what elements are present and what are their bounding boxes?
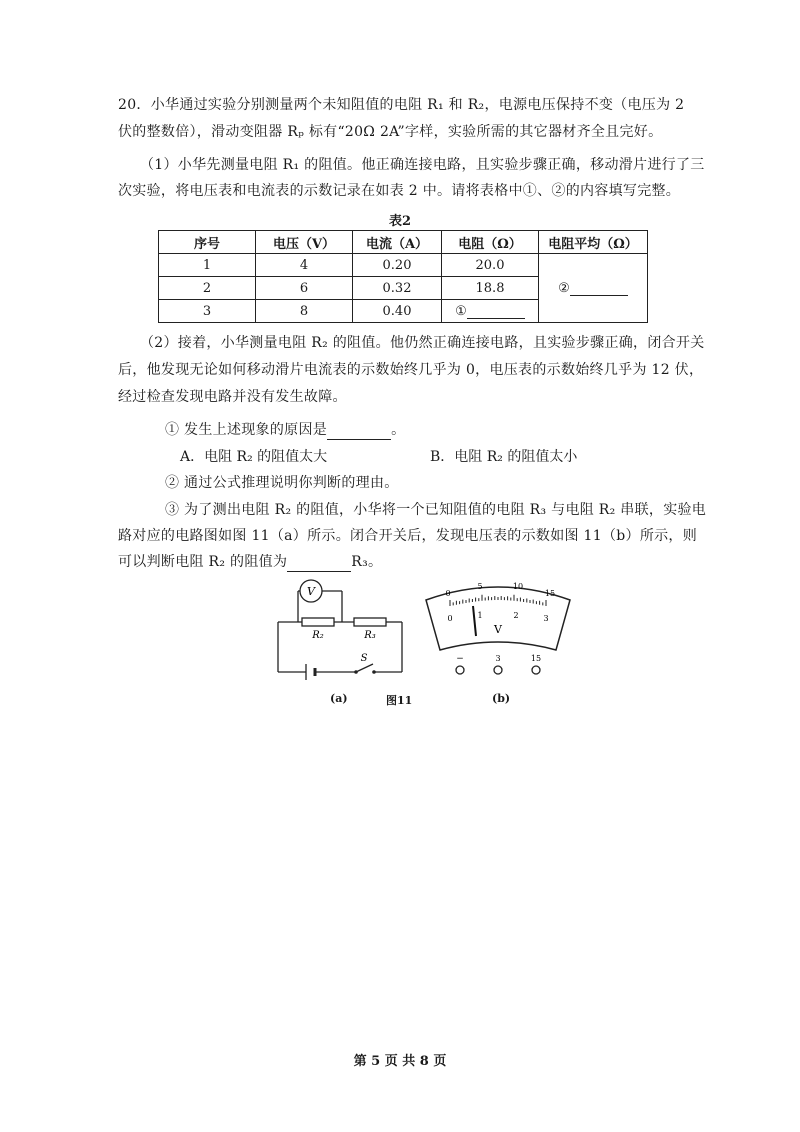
resistance-blank[interactable] [467, 304, 525, 319]
sub-question-3-line-1: ③ 为了测出电阻 R₂ 的阻值，小华将一个已知阻值的电阻 R₃ 与电阻 R₂ 串联，实验电 [165, 502, 707, 518]
average-cell [539, 254, 648, 323]
part1-line-2: 次实验，将电压表和电流表的示数记录在如表 2 中。请将表格中①、②的内容填写完整。 [118, 183, 681, 199]
table-cell: 8 [256, 300, 353, 323]
terminal-negative-label: − [456, 654, 464, 664]
header-index: 序号 [159, 231, 256, 254]
scale-top-5: 5 [477, 582, 483, 591]
option-b: B．电阻 R₂ 的阻值太小 [430, 449, 578, 465]
table-caption: 表2 [388, 214, 412, 229]
header-current: 电流（A） [353, 231, 442, 254]
circuit-diagram [270, 575, 415, 685]
sub3-end: R₃。 [351, 554, 383, 570]
table-cell: 4 [256, 254, 353, 277]
switch-label: S [360, 653, 368, 664]
table-row [159, 254, 648, 277]
figure-title: 图11 [386, 694, 413, 707]
header-voltage: 电压（V） [256, 231, 353, 254]
r3-label: R₃ [364, 630, 376, 641]
table-cell: 1 [159, 254, 256, 277]
blank-marker-1: ① [455, 303, 467, 319]
figure-b-label: (b) [492, 692, 511, 705]
average-blank[interactable] [570, 281, 628, 296]
header-average: 电阻平均（Ω） [539, 231, 648, 254]
table-cell: 0.20 [353, 254, 442, 277]
voltmeter-label: V [307, 585, 315, 598]
meter-unit-label: V [494, 623, 502, 636]
table-cell: 3 [159, 300, 256, 323]
sub3-blank[interactable] [287, 557, 351, 572]
part1-line-1: （1）小华先测量电阻 R₁ 的阻值。他正确连接电路，且实验步骤正确，移动滑片进行了三 [140, 157, 705, 173]
sub1-blank[interactable] [327, 425, 391, 440]
part2-line-2: 后，他发现无论如何移动滑片电流表的示数始终几乎为 0，电压表的示数始终几乎为 12 伏， [118, 362, 704, 378]
part2-line-1: （2）接着，小华测量电阻 R₂ 的阻值。他仍然正确连接电路，且实验步骤正确，闭合开关 [140, 335, 705, 351]
data-table [158, 230, 648, 323]
table-cell: 2 [159, 277, 256, 300]
table-cell: 18.8 [442, 277, 539, 300]
terminal-negative[interactable] [456, 666, 464, 674]
voltmeter-dial [418, 578, 578, 688]
question-line-2: 伏的整数倍），滑动变阻器 Rₚ 标有“20Ω 2A”字样，实验所需的其它器材齐全且完好。 [118, 124, 663, 140]
scale-bottom-3: 3 [543, 614, 549, 623]
terminal-3v-label: 3 [495, 654, 501, 663]
sub-question-1 [165, 420, 725, 440]
scale-top-0: 0 [445, 589, 451, 598]
resistance-blank-cell [442, 300, 539, 323]
switch-contact-right [372, 670, 376, 674]
sub1-end: 。 [391, 422, 406, 438]
scale-top-10: 10 [512, 582, 524, 591]
sub1-text: ① 发生上述现象的原因是 [165, 422, 328, 438]
scale-bottom-2: 2 [513, 611, 519, 620]
header-resistance: 电阻（Ω） [442, 231, 539, 254]
part2-line-3: 经过检查发现电路并没有发生故障。 [118, 389, 347, 405]
page-footer: 第 5 页 共 8 页 [353, 1054, 447, 1069]
figure-a-label: (a) [330, 692, 348, 705]
scale-top-15: 15 [544, 589, 556, 598]
scale-bottom-0: 0 [447, 614, 453, 623]
question-line-1: 20．小华通过实验分别测量两个未知阻值的电阻 R₁ 和 R₂，电源电压保持不变（电压为 2 [118, 97, 685, 113]
r2-label: R₂ [312, 630, 324, 641]
sub3-text: 可以判断电阻 R₂ 的阻值为 [118, 554, 288, 570]
table-cell: 0.40 [353, 300, 442, 323]
terminal-3v[interactable] [494, 666, 502, 674]
switch-blade [356, 664, 373, 672]
terminal-15v[interactable] [532, 666, 540, 674]
terminal-15v-label: 15 [530, 654, 542, 663]
option-a: A．电阻 R₂ 的阻值太大 [180, 449, 328, 465]
average-marker: ② [558, 280, 570, 296]
sub-question-3-line-3 [118, 552, 678, 572]
scale-bottom-1: 1 [477, 611, 483, 620]
resistor-r3 [354, 618, 386, 626]
table-cell: 20.0 [442, 254, 539, 277]
table-cell: 6 [256, 277, 353, 300]
sub-question-3-line-2: 路对应的电路图如图 11（a）所示。闭合开关后，发现电压表的示数如图 11（b）所示，则 [118, 528, 698, 544]
resistor-r2 [302, 618, 334, 626]
table-header-row [159, 231, 648, 254]
sub-question-2: ② 通过公式推理说明你判断的理由。 [165, 475, 399, 491]
table-cell: 0.32 [353, 277, 442, 300]
